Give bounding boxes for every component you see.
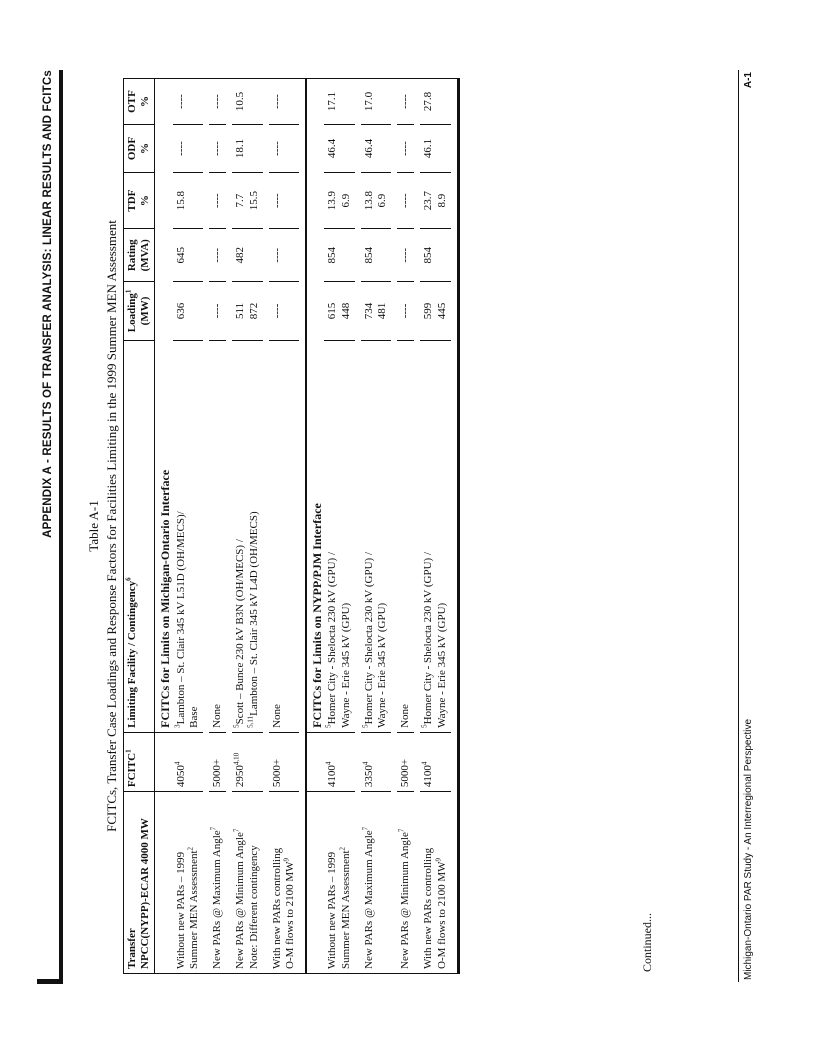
cell-text: None xyxy=(270,704,283,728)
footnote-mark: 2 xyxy=(186,846,195,851)
cell-text: 27.8 xyxy=(422,91,435,112)
footnote-mark: 7 xyxy=(232,828,241,833)
cell-text: Homer City - Shelocta 230 kV (GPU) / xyxy=(422,551,435,725)
cell-text: 636 xyxy=(174,302,187,320)
cell-text: ---- xyxy=(399,303,412,319)
cell-text: 15.8 xyxy=(174,190,187,211)
cell-text: 3350 xyxy=(362,765,375,788)
cell-text: 7.7 xyxy=(234,193,247,208)
col-tdf: TDF % xyxy=(124,173,155,229)
footnote-mark: 3 xyxy=(173,724,182,728)
footnote-mark: 7 xyxy=(397,828,406,833)
footnote-mark: 7 xyxy=(361,826,370,831)
section-spacer xyxy=(155,792,173,974)
odf-cell xyxy=(361,125,391,173)
footnote-mark: 9 xyxy=(433,857,442,862)
tdf-cell xyxy=(269,173,299,229)
otf-cell xyxy=(232,79,262,125)
fcitc-cell xyxy=(269,732,299,791)
cell-text: 46.1 xyxy=(422,138,435,159)
facility-cell xyxy=(209,340,226,732)
cell-text: 872 xyxy=(247,302,260,320)
cell-text: ---- xyxy=(270,94,283,109)
footnote-mark: 4 xyxy=(361,761,370,766)
cell-text: ---- xyxy=(270,247,283,263)
row-gap xyxy=(451,79,459,974)
loading-cell xyxy=(324,282,354,340)
table-label: Table A-1 xyxy=(86,500,101,552)
facility-cell xyxy=(324,340,354,732)
facility-cell xyxy=(269,340,299,732)
cell-text: 5000+ xyxy=(211,758,224,788)
otf-cell xyxy=(209,79,226,125)
cell-text: ---- xyxy=(211,141,224,156)
transfer-cell xyxy=(232,792,262,974)
footnote-mark: 2 xyxy=(338,846,346,851)
cell-text: ---- xyxy=(270,303,283,319)
cell-text: 448 xyxy=(339,302,352,320)
odf-cell xyxy=(420,125,450,173)
cell-text: Wayne - Erie 345 kV (GPU) xyxy=(376,602,389,728)
cell-text: O-M flows to 2100 MW xyxy=(283,861,296,969)
cell-text: 854 xyxy=(362,247,375,264)
col-loading: Loading$^1$ (MW) xyxy=(124,282,155,340)
cell-text: 4100 xyxy=(326,765,339,788)
otf-cell xyxy=(361,79,391,125)
rating-cell xyxy=(232,229,262,282)
cell-text: 13.8 xyxy=(362,190,375,211)
footnote-mark: 5 xyxy=(361,724,370,728)
table-body xyxy=(155,79,458,974)
cell-text: New PARs @ Maximum Angle xyxy=(362,830,375,969)
cell-text: O-M flows to 2100 MW xyxy=(435,861,448,969)
cell-text: ---- xyxy=(270,141,283,156)
cell-text: 46.4 xyxy=(362,138,375,159)
cell-text: 511 xyxy=(234,302,247,319)
cell-text: 23.7 xyxy=(422,190,435,211)
odf-cell xyxy=(209,125,226,173)
cell-text: ---- xyxy=(270,193,283,208)
gap-cell xyxy=(451,79,459,974)
cell-text: 4100 xyxy=(422,765,435,788)
cell-text: With new PARs controlling xyxy=(270,847,283,969)
cell-text: ---- xyxy=(174,141,187,156)
cell-text: ---- xyxy=(211,247,224,263)
fcitc-cell xyxy=(324,732,354,791)
cell-text: Summer MEN Assessment xyxy=(339,850,352,969)
table-row xyxy=(232,79,262,974)
footnote-mark: 4,10 xyxy=(232,752,241,766)
transfer-cell xyxy=(173,792,203,974)
cell-text: ---- xyxy=(399,141,412,156)
cell-text: 645 xyxy=(174,247,187,264)
cell-text: 599 xyxy=(422,302,435,320)
cell-text: 10.5 xyxy=(234,91,247,112)
facility-cell xyxy=(397,340,414,732)
otf-cell xyxy=(173,79,203,125)
transfer-cell xyxy=(420,792,450,974)
cell-text: 15.5 xyxy=(247,190,260,211)
rating-cell xyxy=(324,229,354,282)
otf-cell xyxy=(269,79,299,125)
cell-text: 2950 xyxy=(234,765,247,788)
cell-text: 734 xyxy=(362,302,375,320)
cell-text: None xyxy=(399,704,412,728)
fcitc-cell xyxy=(173,732,203,791)
table-caption: FCITCs, Transfer Case Loadings and Response Factors for Facilities Limiting in the 1999 Summer MEN Assessment xyxy=(104,220,119,832)
rating-cell xyxy=(420,229,450,282)
transfer-cell xyxy=(209,792,226,974)
odf-cell xyxy=(324,125,354,173)
cell-text: New PARs @ Maximum Angle xyxy=(211,830,224,969)
section-title: FCITCs for Limits on NYPP/PJM Interface xyxy=(306,79,324,733)
tdf-cell xyxy=(209,173,226,229)
facility-cell xyxy=(232,340,262,732)
cell-text: 615 xyxy=(326,302,339,320)
cell-text: 445 xyxy=(435,302,448,320)
tdf-cell xyxy=(397,173,414,229)
loading-cell xyxy=(232,282,262,340)
odf-cell xyxy=(269,125,299,173)
cell-text: 4050 xyxy=(174,765,187,788)
cell-text: ---- xyxy=(211,94,224,109)
footer-page-number: A-1 xyxy=(743,72,754,89)
tdf-cell xyxy=(420,173,450,229)
tdf-cell xyxy=(324,173,354,229)
rating-cell xyxy=(397,229,414,282)
loading-cell xyxy=(173,282,203,340)
cell-text: ---- xyxy=(174,94,187,109)
row-gap xyxy=(299,79,306,974)
odf-cell xyxy=(173,125,203,173)
table-row xyxy=(173,79,203,974)
cell-text: ---- xyxy=(211,303,224,319)
footnote-mark: 5 xyxy=(324,724,333,728)
fcitc-cell xyxy=(420,732,450,791)
continued-note: Continued... xyxy=(640,913,654,972)
section-spacer xyxy=(306,732,324,791)
cell-text: New PARs @ Minimum Angle xyxy=(399,832,412,969)
odf-cell xyxy=(232,125,262,173)
cell-text: Homer City - Shelocta 230 kV (GPU) / xyxy=(362,551,375,725)
loading-cell xyxy=(361,282,391,340)
col-otf: OTF % xyxy=(124,79,155,125)
cell-text: 17.1 xyxy=(326,91,339,112)
cell-text: Summer MEN Assessment xyxy=(187,850,200,969)
table-row xyxy=(361,79,391,974)
cell-text: ---- xyxy=(399,247,412,263)
fcitc-cell xyxy=(232,732,262,791)
gap-cell xyxy=(299,79,306,974)
facility-cell xyxy=(361,340,391,732)
tdf-cell xyxy=(361,173,391,229)
cell-text: 5000+ xyxy=(270,758,283,788)
cell-text: Wayne - Erie 345 kV (GPU) xyxy=(339,602,352,728)
col-rating: Rating (MVA) xyxy=(124,229,155,282)
otf-cell xyxy=(324,79,354,125)
footnote-mark: 4 xyxy=(324,761,333,766)
fcitc-cell xyxy=(361,732,391,791)
table-row xyxy=(324,79,354,974)
facility-cell xyxy=(420,340,450,732)
cell-text: 854 xyxy=(326,247,339,264)
cell-text: Without new PARs – 1999 xyxy=(326,851,339,969)
page-header xyxy=(19,70,63,982)
cell-text: 13.9 xyxy=(326,190,339,211)
table-row xyxy=(269,79,299,974)
cell-text: 854 xyxy=(422,247,435,264)
col-odf: ODF % xyxy=(124,125,155,173)
cell-text: Lambton – St. Clair 345 kV L51D (OH/MECS)/ xyxy=(174,511,187,725)
rating-cell xyxy=(209,229,226,282)
section-spacer xyxy=(306,792,324,974)
cell-text: Base xyxy=(187,706,200,728)
transfer-cell xyxy=(361,792,391,974)
header-title: APPENDIX A - RESULTS OF TRANSFER ANALYSIS: LINEAR RESULTS AND FCITCs xyxy=(42,70,54,538)
loading-cell xyxy=(397,282,414,340)
footnote-mark: 4 xyxy=(420,761,429,766)
otf-cell xyxy=(420,79,450,125)
footnote-mark: 7 xyxy=(209,826,218,831)
loading-cell xyxy=(269,282,299,340)
cell-text: Without new PARs – 1999 xyxy=(174,851,187,969)
cell-text: With new PARs controlling xyxy=(422,847,435,969)
odf-cell xyxy=(397,125,414,173)
transfer-cell xyxy=(397,792,414,974)
section-title: FCITCs for Limits on Michigan-Ontario Interface xyxy=(155,79,173,733)
cell-text: Lambton – St. Clair 345 kV L4D (OH/MECS) xyxy=(247,511,260,716)
facility-cell xyxy=(173,340,203,732)
cell-text: 5000+ xyxy=(399,758,412,788)
footer-study-title: Michigan-Ontario PAR Study - An Interregional Perspective xyxy=(743,718,754,980)
cell-text: 6.9 xyxy=(339,193,352,208)
loading-cell xyxy=(420,282,450,340)
rating-cell xyxy=(361,229,391,282)
cell-text: 481 xyxy=(376,302,389,320)
table-header-row xyxy=(124,79,155,974)
cell-text: Note: Different contingency xyxy=(247,845,260,969)
tdf-cell xyxy=(232,173,262,229)
page-footer xyxy=(738,70,761,982)
cell-text: 6.9 xyxy=(376,193,389,208)
cell-text: Wayne - Erie 345 kV (GPU) xyxy=(435,602,448,728)
cell-text: New PARs @ Minimum Angle xyxy=(234,832,247,969)
col-facility: Limiting Facility / Contingency$^6$ xyxy=(124,340,155,732)
footnote-mark: 9 xyxy=(282,857,291,862)
cell-text: ---- xyxy=(399,94,412,109)
table-row xyxy=(420,79,450,974)
table-row xyxy=(209,79,226,974)
footnote-mark: 4 xyxy=(173,761,182,766)
transfer-cell xyxy=(269,792,299,974)
cell-text: ---- xyxy=(399,193,412,208)
col-transfer: Transfer NPCC(NYPP)-ECAR 4000 MW xyxy=(124,792,155,974)
cell-text: ---- xyxy=(211,193,224,208)
col-fcitc: FCITC$^1$ xyxy=(124,732,155,791)
rating-cell xyxy=(269,229,299,282)
footnote-mark: 5 xyxy=(420,724,429,728)
cell-text: 482 xyxy=(234,247,247,264)
footnote-mark: 5 xyxy=(232,724,241,728)
rating-cell xyxy=(173,229,203,282)
section-row xyxy=(306,79,324,974)
section-row xyxy=(155,79,173,974)
cell-text: Scott – Bunce 230 kV B3N (OH/MECS) / xyxy=(234,539,247,725)
otf-cell xyxy=(397,79,414,125)
loading-cell xyxy=(209,282,226,340)
cell-text: 17.0 xyxy=(362,91,375,112)
results-table xyxy=(123,78,460,974)
section-spacer xyxy=(155,732,173,791)
cell-text: 18.1 xyxy=(234,138,247,159)
tdf-cell xyxy=(173,173,203,229)
table-row xyxy=(397,79,414,974)
cell-text: 46.4 xyxy=(326,138,339,159)
header-marker xyxy=(37,979,63,984)
cell-text: None xyxy=(211,704,224,728)
fcitc-cell xyxy=(209,732,226,791)
footnote-mark: 5,11 xyxy=(245,715,254,728)
fcitc-cell xyxy=(397,732,414,791)
cell-text: Homer City - Shelocta 230 kV (GPU) / xyxy=(326,551,339,725)
cell-text: 8.9 xyxy=(435,193,448,208)
transfer-cell xyxy=(324,792,354,974)
